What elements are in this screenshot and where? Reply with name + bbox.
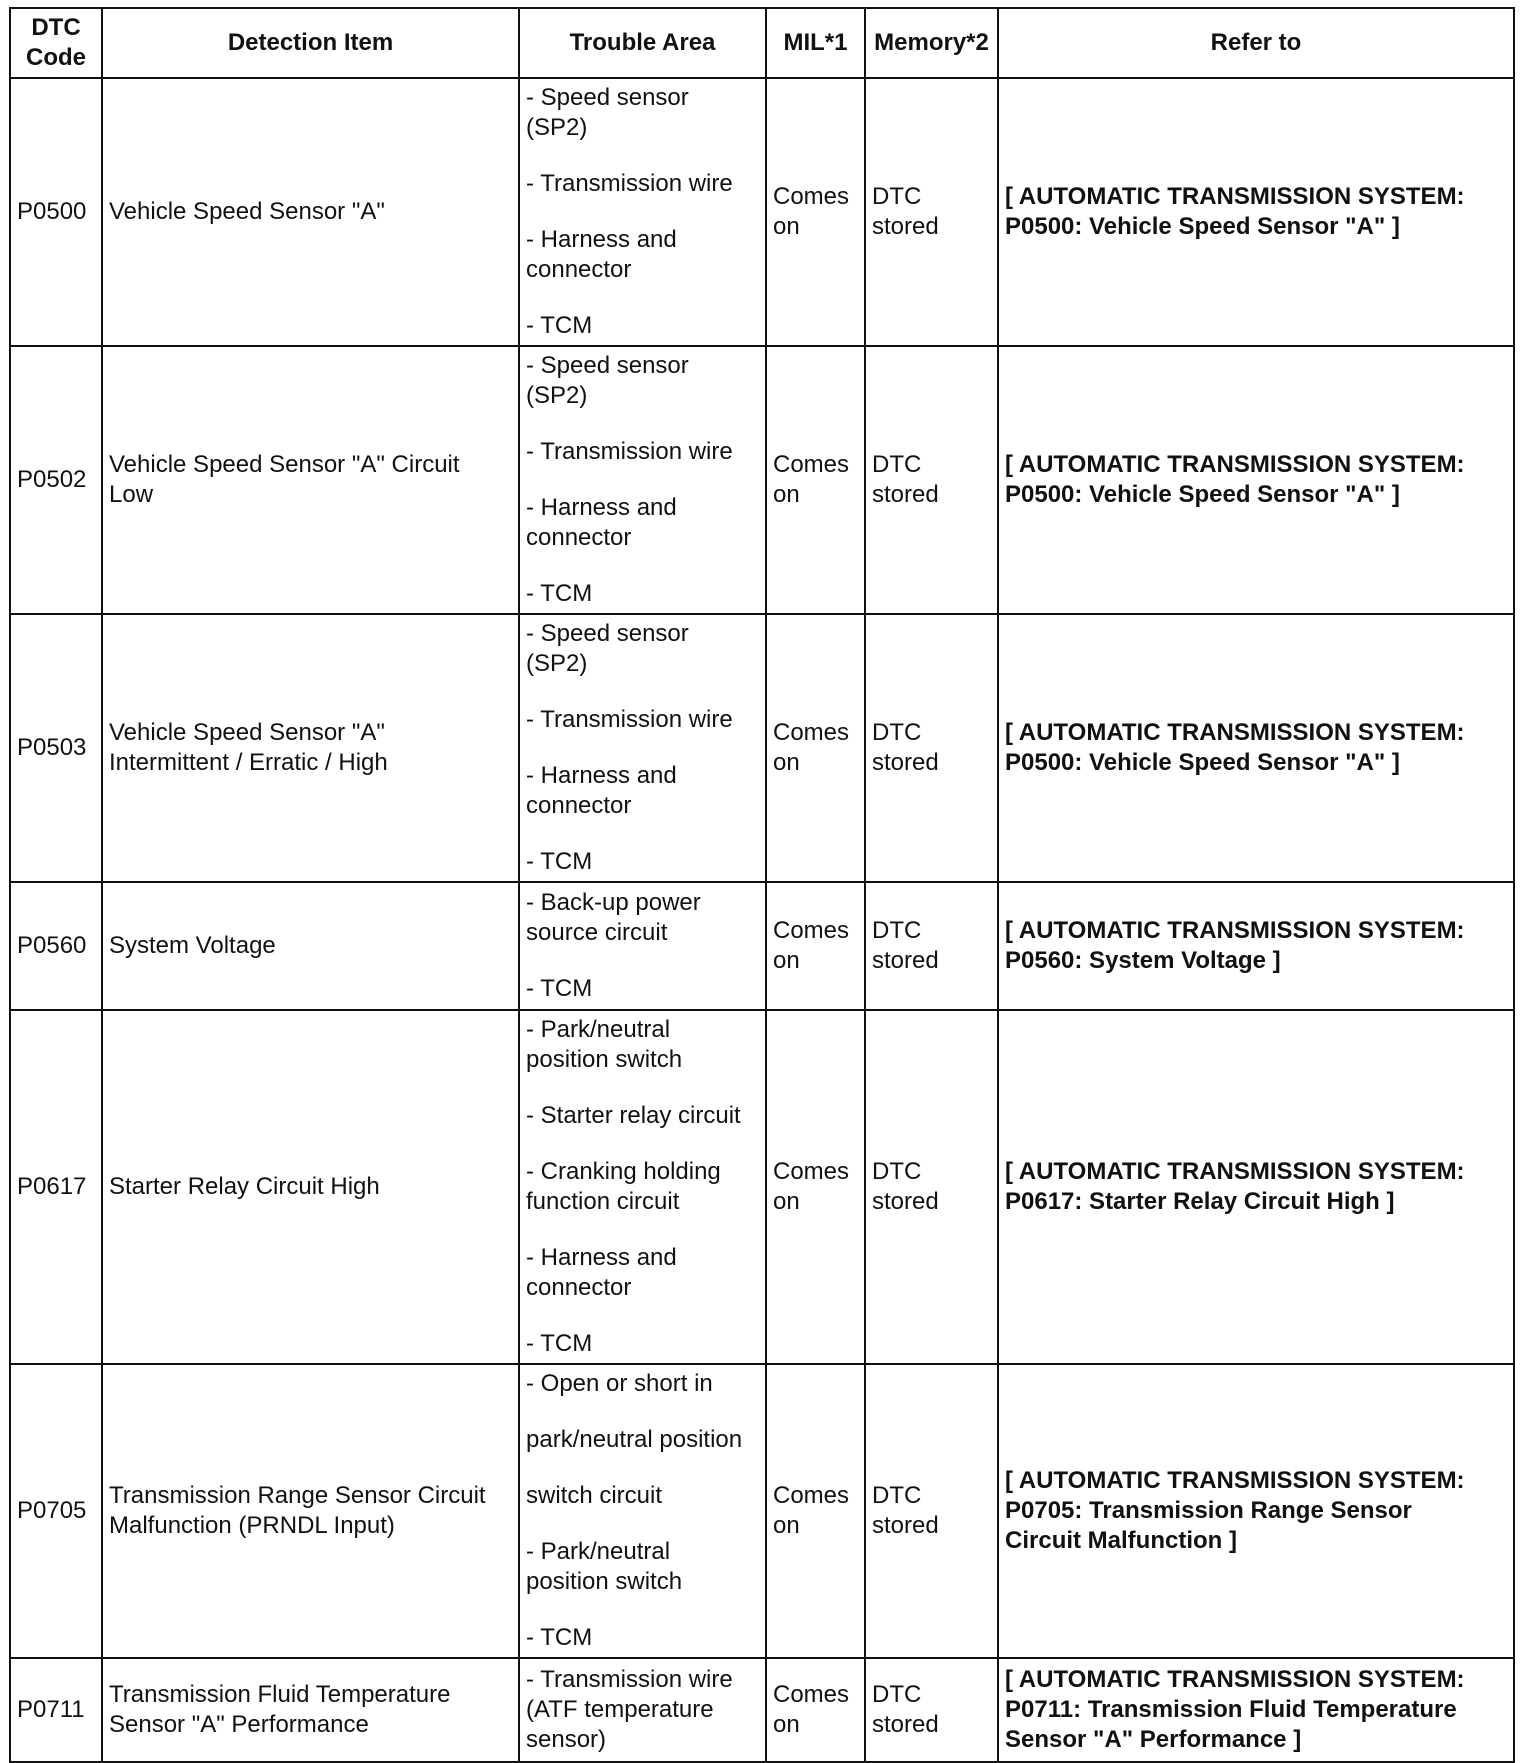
mil-line: Comes xyxy=(773,1681,850,1708)
refer-to-line: P0705: Transmission Range Sensor xyxy=(1005,1497,1412,1524)
trouble-area-line: - TCM xyxy=(526,312,593,339)
dtc-code-cell xyxy=(10,1010,102,1364)
trouble-area-spacer xyxy=(526,285,759,311)
trouble-area-spacer xyxy=(526,1597,759,1623)
trouble-area-cell xyxy=(519,1658,766,1762)
trouble-area-spacer xyxy=(526,143,759,169)
dtc-code: P0502 xyxy=(17,466,87,493)
trouble-area-spacer xyxy=(526,735,759,761)
memory-cell xyxy=(865,882,998,1010)
refer-to-line: [ AUTOMATIC TRANSMISSION SYSTEM: xyxy=(1005,1158,1465,1185)
detection-item-cell xyxy=(102,882,519,1010)
detection-item-cell xyxy=(102,1364,519,1658)
trouble-area-line: - Speed sensor xyxy=(526,352,689,379)
dtc-code: P0503 xyxy=(17,734,87,761)
trouble-area-cell xyxy=(519,882,766,1010)
refer-to-line: P0500: Vehicle Speed Sensor "A" ] xyxy=(1005,749,1400,776)
refer-to-cell xyxy=(998,1010,1514,1364)
trouble-area-line: connector xyxy=(526,1274,632,1301)
trouble-area-spacer xyxy=(526,1131,759,1157)
mil-line: on xyxy=(773,947,800,974)
memory-line: stored xyxy=(872,1188,939,1215)
mil-line: Comes xyxy=(773,1158,850,1185)
trouble-area-line: (SP2) xyxy=(526,650,588,677)
header-refer-to: Refer to xyxy=(998,8,1514,78)
trouble-area-line: - Back-up power xyxy=(526,889,701,916)
refer-to-cell xyxy=(998,1364,1514,1658)
memory-cell xyxy=(865,614,998,882)
refer-to-line: [ AUTOMATIC TRANSMISSION SYSTEM: xyxy=(1005,917,1465,944)
trouble-area-spacer xyxy=(526,821,759,847)
mil-cell xyxy=(766,78,865,346)
mil-cell xyxy=(766,1010,865,1364)
trouble-area-line: - Speed sensor xyxy=(526,84,689,111)
dtc-code-cell xyxy=(10,346,102,614)
trouble-area-line: - Cranking holding xyxy=(526,1158,721,1185)
trouble-area-line: - TCM xyxy=(526,848,593,875)
detection-item-line: Malfunction (PRNDL Input) xyxy=(109,1512,395,1539)
dtc-code: P0705 xyxy=(17,1497,87,1524)
detection-item-cell xyxy=(102,78,519,346)
trouble-area-cell xyxy=(519,78,766,346)
mil-line: on xyxy=(773,749,800,776)
trouble-area-line: - Transmission wire xyxy=(526,438,733,465)
detection-item-cell xyxy=(102,1010,519,1364)
header-memory: Memory*2 xyxy=(865,8,998,78)
refer-to-line: P0560: System Voltage ] xyxy=(1005,947,1281,974)
memory-line: stored xyxy=(872,749,939,776)
refer-to-cell xyxy=(998,346,1514,614)
dtc-table xyxy=(9,7,1515,1763)
detection-item-line: Vehicle Speed Sensor "A" xyxy=(109,198,385,225)
memory-line: DTC xyxy=(872,917,922,944)
trouble-area-spacer xyxy=(526,1455,759,1481)
refer-to-line: P0711: Transmission Fluid Temperature xyxy=(1005,1696,1457,1723)
header-dtc-code: DTC Code xyxy=(10,8,102,78)
trouble-area-spacer xyxy=(526,1303,759,1329)
trouble-area-cell xyxy=(519,346,766,614)
trouble-area-line: - Harness and xyxy=(526,762,677,789)
dtc-code: P0711 xyxy=(17,1696,85,1723)
trouble-area-line: - TCM xyxy=(526,1624,593,1651)
table-row xyxy=(10,882,1514,1010)
memory-cell xyxy=(865,78,998,346)
mil-line: Comes xyxy=(773,719,850,746)
memory-line: DTC xyxy=(872,1681,922,1708)
table-body xyxy=(10,78,1514,1762)
trouble-area-line: - Harness and xyxy=(526,494,677,521)
detection-item-line: Transmission Fluid Temperature xyxy=(109,1681,451,1708)
detection-item-line: System Voltage xyxy=(109,932,276,959)
mil-line: on xyxy=(773,481,800,508)
mil-line: Comes xyxy=(773,917,850,944)
detection-item-cell xyxy=(102,1658,519,1762)
detection-item-cell xyxy=(102,346,519,614)
trouble-area-spacer xyxy=(526,948,759,974)
refer-to-cell xyxy=(998,614,1514,882)
mil-line: on xyxy=(773,213,800,240)
dtc-code-cell xyxy=(10,614,102,882)
detection-item-line: Vehicle Speed Sensor "A" xyxy=(109,719,385,746)
trouble-area-line: - TCM xyxy=(526,975,593,1002)
dtc-code-cell xyxy=(10,882,102,1010)
memory-line: DTC xyxy=(872,183,922,210)
trouble-area-line: - Transmission wire xyxy=(526,706,733,733)
dtc-code-cell xyxy=(10,1658,102,1762)
memory-line: stored xyxy=(872,1711,939,1738)
memory-line: stored xyxy=(872,213,939,240)
trouble-area-line: connector xyxy=(526,256,632,283)
mil-line: on xyxy=(773,1188,800,1215)
refer-to-line: [ AUTOMATIC TRANSMISSION SYSTEM: xyxy=(1005,451,1465,478)
refer-to-line: [ AUTOMATIC TRANSMISSION SYSTEM: xyxy=(1005,183,1465,210)
mil-line: Comes xyxy=(773,451,850,478)
header-trouble-area: Trouble Area xyxy=(519,8,766,78)
detection-item-line: Low xyxy=(109,481,154,508)
table-row xyxy=(10,1658,1514,1762)
refer-to-line: [ AUTOMATIC TRANSMISSION SYSTEM: xyxy=(1005,719,1465,746)
refer-to-cell xyxy=(998,882,1514,1010)
trouble-area-line: (ATF temperature xyxy=(526,1696,714,1723)
trouble-area-line: park/neutral position xyxy=(526,1426,743,1453)
dtc-code: P0500 xyxy=(17,198,87,225)
trouble-area-line: connector xyxy=(526,792,632,819)
memory-cell xyxy=(865,1658,998,1762)
trouble-area-line: - TCM xyxy=(526,1330,593,1357)
trouble-area-line: - Starter relay circuit xyxy=(526,1102,741,1129)
detection-item-cell xyxy=(102,614,519,882)
trouble-area-cell xyxy=(519,1364,766,1658)
table-row xyxy=(10,614,1514,882)
memory-cell xyxy=(865,346,998,614)
mil-cell xyxy=(766,882,865,1010)
trouble-area-line: - Speed sensor xyxy=(526,620,689,647)
trouble-area-spacer xyxy=(526,1217,759,1243)
mil-cell xyxy=(766,1364,865,1658)
dtc-code: P0617 xyxy=(17,1173,87,1200)
trouble-area-spacer xyxy=(526,1075,759,1101)
refer-to-line: P0500: Vehicle Speed Sensor "A" ] xyxy=(1005,213,1400,240)
trouble-area-line: source circuit xyxy=(526,919,668,946)
dtc-code: P0560 xyxy=(17,932,87,959)
detection-item-line: Starter Relay Circuit High xyxy=(109,1173,380,1200)
trouble-area-line: - TCM xyxy=(526,580,593,607)
trouble-area-spacer xyxy=(526,467,759,493)
trouble-area-line: position switch xyxy=(526,1046,683,1073)
memory-line: DTC xyxy=(872,1158,922,1185)
detection-item-line: Intermittent / Erratic / High xyxy=(109,749,388,776)
table-row xyxy=(10,1010,1514,1364)
mil-cell xyxy=(766,1658,865,1762)
trouble-area-line: - Open or short in xyxy=(526,1370,713,1397)
memory-cell xyxy=(865,1364,998,1658)
trouble-area-line: - Transmission wire xyxy=(526,1666,733,1693)
trouble-area-spacer xyxy=(526,1511,759,1537)
table-row xyxy=(10,346,1514,614)
trouble-area-spacer xyxy=(526,411,759,437)
trouble-area-line: function circuit xyxy=(526,1188,680,1215)
trouble-area-line: position switch xyxy=(526,1568,683,1595)
table-row xyxy=(10,78,1514,346)
dtc-code-cell xyxy=(10,1364,102,1658)
detection-item-line: Transmission Range Sensor Circuit xyxy=(109,1482,486,1509)
memory-line: stored xyxy=(872,947,939,974)
memory-line: DTC xyxy=(872,451,922,478)
refer-to-cell xyxy=(998,1658,1514,1762)
mil-line: Comes xyxy=(773,183,850,210)
trouble-area-cell xyxy=(519,614,766,882)
trouble-area-line: connector xyxy=(526,524,632,551)
refer-to-line: P0617: Starter Relay Circuit High ] xyxy=(1005,1188,1395,1215)
trouble-area-line: - Harness and xyxy=(526,1244,677,1271)
dtc-code-cell xyxy=(10,78,102,346)
trouble-area-line: (SP2) xyxy=(526,114,588,141)
mil-cell xyxy=(766,346,865,614)
header-detection-item: Detection Item xyxy=(102,8,519,78)
detection-item-line: Vehicle Speed Sensor "A" Circuit xyxy=(109,451,460,478)
table-row xyxy=(10,1364,1514,1658)
memory-line: stored xyxy=(872,481,939,508)
trouble-area-line: - Park/neutral xyxy=(526,1538,671,1565)
header-mil: MIL*1 xyxy=(766,8,865,78)
trouble-area-line: - Harness and xyxy=(526,226,677,253)
trouble-area-spacer xyxy=(526,553,759,579)
trouble-area-line: - Transmission wire xyxy=(526,170,733,197)
memory-cell xyxy=(865,1010,998,1364)
trouble-area-spacer xyxy=(526,1399,759,1425)
refer-to-line: [ AUTOMATIC TRANSMISSION SYSTEM: xyxy=(1005,1467,1465,1494)
refer-to-line: [ AUTOMATIC TRANSMISSION SYSTEM: xyxy=(1005,1666,1465,1693)
trouble-area-spacer xyxy=(526,679,759,705)
refer-to-cell xyxy=(998,78,1514,346)
header-row xyxy=(10,8,1514,78)
trouble-area-line: (SP2) xyxy=(526,382,588,409)
trouble-area-spacer xyxy=(526,199,759,225)
trouble-area-line: - Park/neutral xyxy=(526,1016,671,1043)
mil-cell xyxy=(766,614,865,882)
mil-line: on xyxy=(773,1512,800,1539)
trouble-area-line: sensor) xyxy=(526,1726,607,1753)
refer-to-line: Sensor "A" Performance ] xyxy=(1005,1726,1302,1753)
refer-to-line: P0500: Vehicle Speed Sensor "A" ] xyxy=(1005,481,1400,508)
detection-item-line: Sensor "A" Performance xyxy=(109,1711,369,1738)
memory-line: DTC xyxy=(872,1482,922,1509)
memory-line: stored xyxy=(872,1512,939,1539)
refer-to-line: Circuit Malfunction ] xyxy=(1005,1527,1237,1554)
mil-line: on xyxy=(773,1711,800,1738)
memory-line: DTC xyxy=(872,719,922,746)
trouble-area-cell xyxy=(519,1010,766,1364)
trouble-area-line: switch circuit xyxy=(526,1482,663,1509)
mil-line: Comes xyxy=(773,1482,850,1509)
